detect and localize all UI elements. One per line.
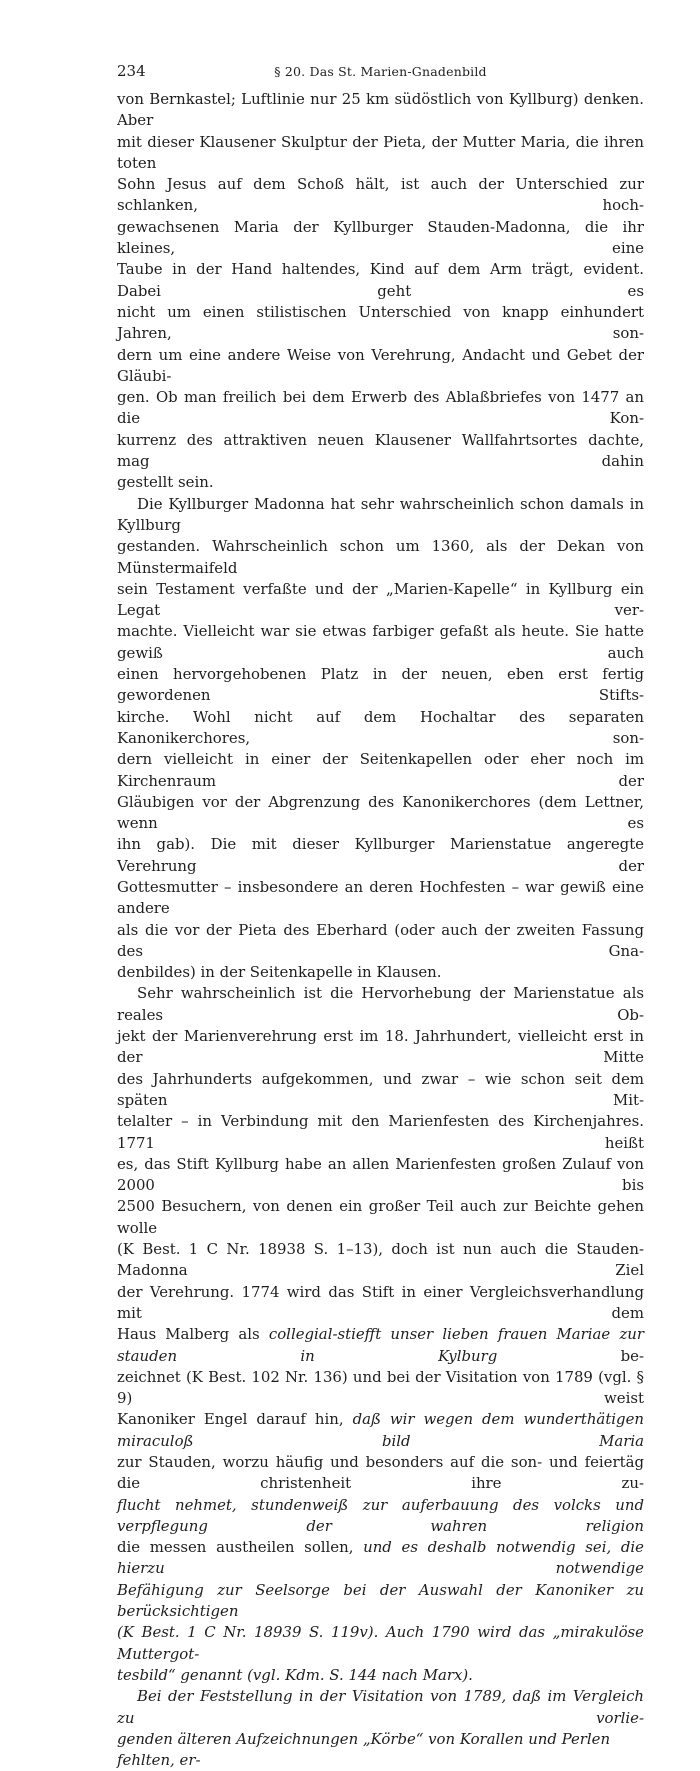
text-line: nicht um einen stilistischen Unterschied von knapp einhundert Jahren, son- xyxy=(117,302,644,343)
text-line: flucht nehmet, stundenweiß zur auferbauung des volcks und verpflegung der wahren religion xyxy=(117,1495,644,1535)
text-line: einen hervorgehobenen Platz in der neuen, eben erst fertig gewordenen Stifts- xyxy=(117,665,644,705)
text-line: gestellt sein. xyxy=(117,473,214,492)
text-line: Sehr wahrscheinlich ist die Hervorhebung der Marienstatue als reales Ob- xyxy=(117,984,644,1024)
running-head: § 20. Das St. Marien-Gnadenbild xyxy=(274,64,487,79)
text-line: des Jahrhunderts aufgekommen, und zwar – wie schon seit dem späten Mit- xyxy=(117,1069,644,1109)
text-line: Gottesmutter – insbesondere an deren Hochfesten – war gewiß eine andere xyxy=(117,877,644,918)
text-line: die messen austheilen sollen, und es deshalb notwendig sei, die hierzu notwendige xyxy=(117,1538,644,1578)
text-line: sein Testament verfaßte und der „Marien-Kapelle“ in Kyllburg ein Legat ver- xyxy=(117,579,644,620)
text-line: machte. Vielleicht war sie etwas farbiger gefaßt als heute. Sie hatte gewiß auch xyxy=(117,622,644,662)
text-line: denbildes) in der Seitenkapelle in Klausen. xyxy=(117,963,442,982)
text-line: Bei der Feststellung in der Visitation von 1789, daß im Vergleich zu vorlie- xyxy=(117,1687,644,1727)
text-line: (K Best. 1 C Nr. 18938 S. 1–13), doch ist nun auch die Stauden-Madonna Ziel xyxy=(117,1240,644,1280)
text-line: Die Kyllburger Madonna hat sehr wahrscheinlich schon damals in Kyllburg xyxy=(117,494,644,534)
text-line: Kanoniker Engel darauf hin, daß wir wegen dem wunderthätigen miraculoß bild Maria xyxy=(117,1410,644,1450)
paragraph xyxy=(117,494,644,984)
text-line: Sohn Jesus auf dem Schoß hält, ist auch der Unterschied zur schlanken, hoch- xyxy=(117,175,644,215)
text-line: ihn gab). Die mit dieser Kyllburger Marienstatue angeregte Verehrung der xyxy=(117,835,644,875)
body-text xyxy=(117,89,644,1771)
text-line: kirche. Wohl nicht auf dem Hochaltar des separaten Kanonikerchores, son- xyxy=(117,707,644,747)
text-line: zeichnet (K Best. 102 Nr. 136) und bei der Visitation von 1789 (vgl. § 9) weist xyxy=(117,1367,644,1408)
text-line: dern um eine andere Weise von Verehrung, Andacht und Gebet der Gläubi- xyxy=(117,345,644,385)
text-line: als die vor der Pieta des Eberhard (oder auch der zweiten Fassung des Gna- xyxy=(117,920,644,960)
text-line: kurrenz des attraktiven neuen Klausener Wallfahrtsortes dachte, mag dahin xyxy=(117,430,644,471)
text-line: zur Stauden, worzu häufig und besonders auf die son- und feiertäg die christenheit ihre zu- xyxy=(117,1453,644,1493)
paragraph xyxy=(117,89,644,494)
text-line: Haus Malberg als collegial-stiefft unser lieben frauen Mariae zur stauden in Kylburg be- xyxy=(117,1325,644,1365)
paragraph xyxy=(117,983,644,1686)
text-line: gen. Ob man freilich bei dem Erwerb des Ablaßbriefes von 1477 an die Kon- xyxy=(117,388,644,428)
text-line: 2500 Besuchern, von denen ein großer Teil auch zur Beichte gehen wolle xyxy=(117,1197,644,1237)
text-line: dern vielleicht in einer der Seitenkapellen oder eher noch im Kirchenraum der xyxy=(117,750,644,790)
text-line: Befähigung zur Seelsorge bei der Auswahl der Kanoniker zu berücksichtigen xyxy=(117,1580,644,1621)
text-line: genden älteren Aufzeichnungen „Körbe“ von Korallen und Perlen fehlten, er- xyxy=(117,1729,611,1770)
text-line: Taube in der Hand haltendes, Kind auf dem Arm trägt, evident. Dabei geht es xyxy=(117,260,644,300)
text-line: (K Best. 1 C Nr. 18939 S. 119v). Auch 1790 wird das „mirakulöse Muttergot- xyxy=(117,1623,644,1663)
page-number: 234 xyxy=(117,62,146,80)
text-line: der Verehrung. 1774 wird das Stift in einer Vergleichsverhandlung mit dem xyxy=(117,1282,644,1322)
text-line: von Bernkastel; Luftlinie nur 25 km südöstlich von Kyllburg) denken. Aber xyxy=(117,90,644,130)
text-line: mit dieser Klausener Skulptur der Pieta, der Mutter Maria, die ihren toten xyxy=(117,132,644,172)
text-line: es, das Stift Kyllburg habe an allen Marienfesten großen Zulauf von 2000 bis xyxy=(117,1154,644,1195)
text-line: Gläubigen vor der Abgrenzung des Kanonikerchores (dem Lettner, wenn es xyxy=(117,792,644,833)
text-line: jekt der Marienverehrung erst im 18. Jahrhundert, vielleicht erst in der Mitte xyxy=(117,1027,644,1067)
page-header xyxy=(117,58,644,82)
text-line: tesbild“ genannt (vgl. Kdm. S. 144 nach Marx). xyxy=(117,1665,473,1684)
text-line: telalter – in Verbindung mit den Marienfesten des Kirchenjahres. 1771 heißt xyxy=(117,1112,644,1152)
text-line: gestanden. Wahrscheinlich schon um 1360, als der Dekan von Münstermaifeld xyxy=(117,537,644,577)
paragraph xyxy=(117,1686,644,1771)
text-line: gewachsenen Maria der Kyllburger Stauden-Madonna, die ihr kleines, eine xyxy=(117,217,644,258)
